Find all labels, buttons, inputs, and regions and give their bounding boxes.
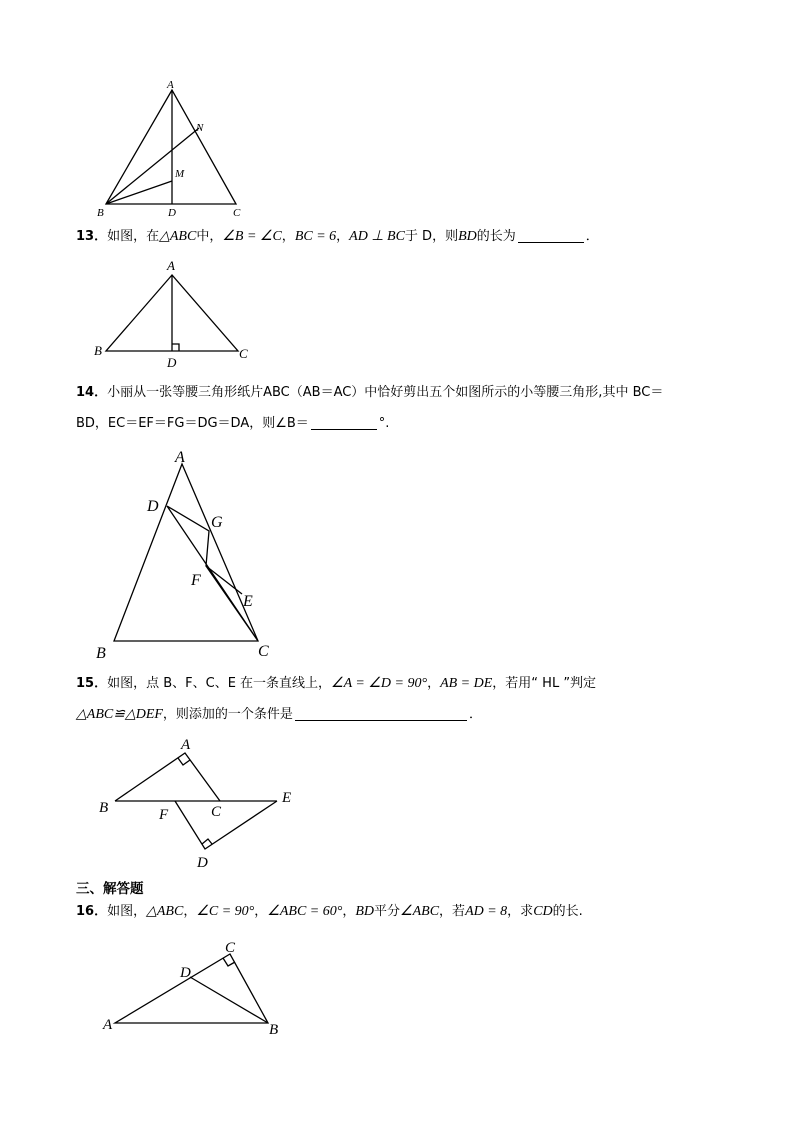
text: 如图，在 — [107, 229, 160, 244]
text: ． — [468, 707, 482, 722]
question-13 — [76, 227, 599, 247]
text: ，则添加的一个条件是 — [162, 707, 293, 722]
right-angle-mark — [172, 344, 179, 351]
label-b: B — [94, 343, 102, 358]
label-d: D — [168, 207, 176, 219]
question-14-line-1 — [76, 383, 663, 403]
label-d: D — [197, 855, 208, 871]
question-14-line-2 — [76, 414, 389, 434]
math: ∠B = ∠C — [222, 229, 282, 244]
label-g: G — [211, 514, 223, 531]
text: 的长. — [552, 904, 583, 919]
label-c: C — [211, 804, 222, 820]
text: ，求 — [507, 904, 534, 919]
text: 如图， — [107, 904, 147, 919]
label-c: C — [233, 207, 241, 219]
text: 的长为 — [476, 229, 516, 244]
label-a: A — [167, 258, 175, 273]
math: ∠ABC — [400, 904, 440, 919]
answer-blank[interactable] — [295, 706, 467, 721]
text: °. — [378, 416, 390, 431]
question-15-line-1 — [76, 674, 596, 694]
figure-q13 — [90, 257, 260, 369]
text: 小丽从一张等腰三角形纸片ABC（AB＝AC）中恰好剪出五个如图所示的小等腰三角形,其中 BC＝ — [107, 385, 664, 400]
question-number: 14． — [76, 385, 108, 400]
label-f: F — [191, 572, 201, 589]
right-angle-mark-a — [178, 758, 190, 765]
math: △ABC — [159, 229, 197, 244]
question-number: 16． — [76, 904, 108, 919]
math: BD — [355, 904, 375, 919]
math: ∠ABC = 60° — [267, 904, 343, 919]
label-a: A — [181, 737, 191, 753]
text: ，若用“ HL ”判定 — [492, 676, 597, 691]
figure-q14 — [90, 444, 290, 664]
label-e: E — [282, 790, 292, 806]
segment-bm — [106, 181, 172, 204]
text: 平分 — [374, 904, 401, 919]
text: ， — [183, 904, 197, 919]
text: ， — [254, 904, 268, 919]
text: ， — [336, 229, 350, 244]
label-b: B — [97, 207, 104, 219]
question-number: 13． — [76, 229, 108, 244]
math: AD ⊥ BC — [349, 229, 405, 244]
label-e: E — [243, 593, 253, 610]
text: BD，EC＝EF＝FG＝DG＝DA，则∠B＝ — [76, 416, 309, 431]
math: BC = 6 — [294, 229, 337, 244]
math: △ABC≌△DEF — [76, 707, 163, 722]
section-heading: 三、解答题 — [76, 881, 144, 897]
label-c: C — [239, 346, 248, 361]
math: △ABC — [146, 904, 184, 919]
triangle-abc-sides — [115, 753, 220, 801]
answer-blank[interactable] — [518, 228, 584, 243]
math: ∠A = ∠D = 90° — [331, 676, 428, 691]
figure-triangle-amn — [90, 76, 260, 221]
label-n: N — [196, 122, 204, 134]
triangle-abc-outline — [114, 464, 258, 641]
right-angle-mark-d — [202, 839, 212, 844]
label-b: B — [269, 1022, 279, 1038]
segment-bn — [106, 128, 199, 204]
label-a: A — [103, 1017, 113, 1033]
bisector-bd — [190, 977, 268, 1023]
label-d: D — [167, 355, 177, 370]
label-c: C — [225, 940, 236, 956]
answer-blank[interactable] — [311, 415, 377, 430]
math: BD — [458, 229, 477, 244]
question-15-line-2 — [76, 705, 482, 725]
text: ， — [342, 904, 356, 919]
triangle-def-sides — [175, 801, 277, 849]
figure-q15 — [90, 733, 310, 873]
label-b: B — [96, 645, 106, 662]
text: 中， — [196, 229, 223, 244]
text: ． — [585, 229, 599, 244]
figure-q16 — [90, 937, 300, 1042]
math: AB = DE — [440, 676, 493, 691]
text: ，若 — [439, 904, 466, 919]
text: 于 D，则 — [404, 229, 459, 244]
label-f: F — [159, 807, 169, 823]
question-number: 15． — [76, 676, 108, 691]
label-a: A — [167, 79, 174, 91]
triangle-abc-outline — [115, 954, 268, 1023]
question-16 — [76, 902, 583, 922]
label-d: D — [180, 965, 191, 981]
math: ∠C = 90° — [196, 904, 255, 919]
label-m: M — [175, 168, 185, 180]
label-c: C — [258, 643, 269, 660]
label-d: D — [147, 498, 159, 515]
triangle-abc-outline — [106, 90, 236, 204]
text: ， — [427, 676, 441, 691]
math: AD = 8 — [465, 904, 508, 919]
text: 如图，点 B、F、C、E 在一条直线上， — [107, 676, 332, 691]
label-a: A — [175, 449, 185, 466]
math: CD — [533, 904, 553, 919]
label-b: B — [99, 800, 109, 816]
text: ， — [281, 229, 295, 244]
